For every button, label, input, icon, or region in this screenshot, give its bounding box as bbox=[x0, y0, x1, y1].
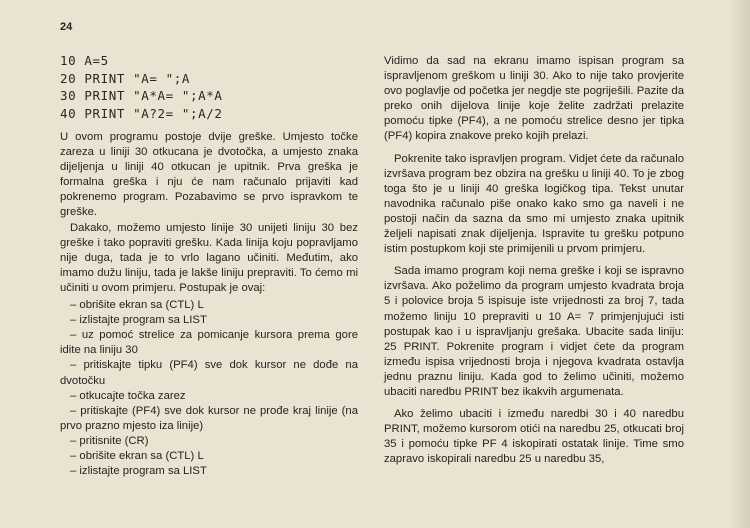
left-column bbox=[60, 130, 358, 479]
list-item: – izlistajte program sa LIST bbox=[70, 465, 207, 478]
page-number: 24 bbox=[60, 21, 73, 33]
right-column bbox=[384, 54, 684, 467]
code-line: 30 PRINT "A*A= ";A*A bbox=[60, 88, 223, 103]
code-listing bbox=[60, 52, 223, 122]
list-item: – pritiskajte tipku (PF4) sve dok kursor ne dođe na dvotočku bbox=[60, 359, 358, 387]
code-line: 10 A=5 bbox=[60, 53, 109, 68]
paragraph: Ako želimo ubaciti i između naredbi 30 i 40 naredbu PRINT, možemo kursorom otići na naredbu 25, otkucati broj 35 i pomoću tipke PF 4 iskopirati ostatak linije. Time smo zapravo iskopirali naredbu 25 u naredbu 35, bbox=[384, 408, 684, 466]
steps-list bbox=[60, 298, 358, 479]
paragraph: Pokrenite tako ispravljen program. Vidjet ćete da računalo izvršava program bez obzira na grešku u liniji 40. To je zbog toga što je u liniji 40 greška logičkog tipa. Tekst unutar navodnika računalo piše onako kako smo ga naveli i ne postoji način da sazna da smo mi umjesto znaka upitnik željeli napisati znak dijeljenja. Ispravite tu grešku potpuno istim postupkom koji ste primijenili u prvom primjeru. bbox=[384, 152, 684, 256]
list-item: – obrišite ekran sa (CTL) L bbox=[70, 299, 204, 312]
list-item: – izlistajte program sa LIST bbox=[70, 314, 207, 327]
list-item: – uz pomoć strelice za pomicanje kursora prema gore idite na liniju 30 bbox=[60, 329, 358, 357]
paragraph: Sada imamo program koji nema greške i koji se ispravno izvršava. Ako poželimo da program umjesto kvadrata broja 5 i polovice broja 5 ispisuje iste vrijednosti za broj 7, tada možemo liniju 10 prepraviti u 10 A= 7 primjenjujući isti postupak kao i u ispravljanju grešaka. Ubacite sada liniju: 25 PRINT. Pokrenite program i vidjet ćete da program između ispisa vrijednosti broja i njegova kvadrata ostavlja jednu praznu liniju. Kada god to želimo učiniti, možemo ubaciti naredbu PRINT bez ikakvih argumenata. bbox=[384, 265, 684, 398]
code-line: 20 PRINT "A= ";A bbox=[60, 70, 191, 86]
code-line: 40 PRINT "A?2= ";A/2 bbox=[60, 105, 223, 121]
list-item: – pritiskajte (PF4) sve dok kursor ne prođe kraj linije (na prvo prazno mjesto iza linije) bbox=[60, 404, 358, 432]
paragraph: Vidimo da sad na ekranu imamo ispisan program sa ispravljenom greškom u liniji 30. Ako to nije tako provjerite ovo poglavlje od početka jer negdje ste pogriješili. Pazite da preko onih dijelova linije koje želite zadržati prelazite pomoću tipke (PF4), a ne pomoću strelice desno jer tipka (PF4) kopira znakove preko kojih prelazi. bbox=[384, 55, 684, 143]
paragraph: U ovom programu postoje dvije greške. Umjesto točke zareza u liniji 30 otkucana je dvotočka, a umjesto znaka dijeljenja u liniji 40 otkucan je upitnik. Prva greška je formalna greška i nju će nam računalo prijaviti kad pokrenemo program. Pozabavimo se prvo ispravkom te greške. bbox=[60, 131, 358, 219]
paragraph: Dakako, možemo umjesto linije 30 unijeti liniju 30 bez greške i tako popraviti grešku. Kada linija koju popravljamo nije duga, tada je to vrlo lagano učiniti. Međutim, ako imamo dužu liniju, tada je lakše liniju prepraviti. To ćemo mi učiniti u ovom primjeru. Postupak je ovaj: bbox=[60, 221, 358, 294]
list-item: – otkucajte točka zarez bbox=[70, 389, 186, 402]
page-fold-shadow bbox=[730, 0, 750, 528]
list-item: – obrišite ekran sa (CTL) L bbox=[70, 449, 204, 462]
list-item: – pritisnite (CR) bbox=[70, 434, 149, 447]
